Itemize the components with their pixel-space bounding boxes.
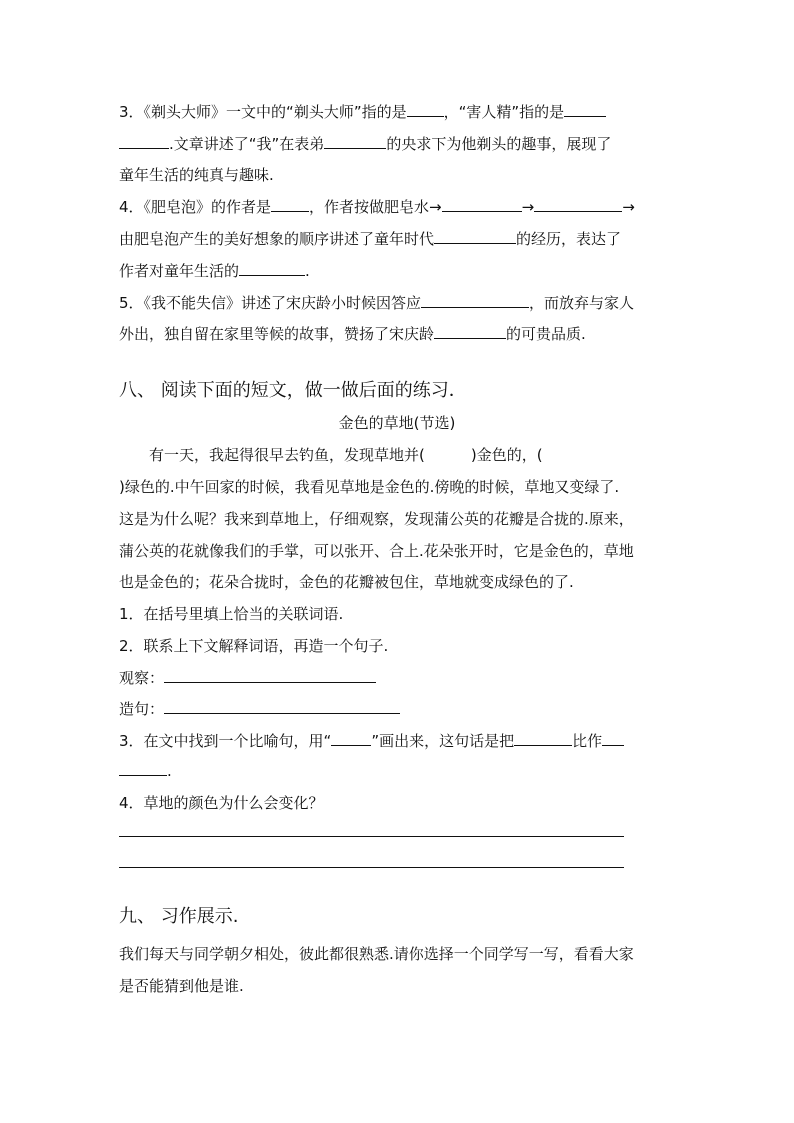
exercise-3-line-2 xyxy=(119,760,172,781)
q4-text: 作者对童年生活的 xyxy=(119,262,240,280)
q4-line-1 xyxy=(119,196,635,217)
q5-text: 5．《我不能失信》讲述了宋庆龄小时候因答应 xyxy=(119,294,422,312)
blank[interactable] xyxy=(514,730,572,746)
q4-text: . xyxy=(305,262,310,280)
q3-line-3 xyxy=(119,165,274,185)
zaoju-answer-line[interactable] xyxy=(164,698,400,714)
q5-line-2 xyxy=(119,323,586,344)
exercise-3-text: ”画出来，这句话是把 xyxy=(371,732,515,750)
exercise-1: 1．在括号里填上恰当的关联词语. xyxy=(119,605,344,623)
exercise-2: 2．联系上下文解释词语，再造一个句子. xyxy=(119,637,389,655)
passage-text: )金色的，( xyxy=(470,446,543,464)
passage-title: 金色的草地(节选) xyxy=(338,414,456,432)
exercise-3-text: . xyxy=(167,762,172,780)
q3-line-1 xyxy=(119,101,606,122)
blank[interactable] xyxy=(602,730,624,746)
zaoju-row xyxy=(119,698,400,719)
passage-line-4: 蒲公英的花就像我们的手掌，可以张开、合上.花朵张开时，它是金色的，草地 xyxy=(119,542,634,560)
q5-text: 外出，独自留在家里等候的故事，赞扬了宋庆龄 xyxy=(119,325,435,343)
passage-line-1 xyxy=(149,445,543,465)
blank[interactable] xyxy=(407,101,444,117)
blank[interactable] xyxy=(119,133,169,149)
q4-line-2 xyxy=(119,228,621,249)
q4-text: 的经历，表达了 xyxy=(516,230,622,248)
blank[interactable] xyxy=(442,196,522,212)
section-8-heading: 八、 阅读下面的短文，做一做后面的练习． xyxy=(119,380,467,401)
blank[interactable] xyxy=(271,196,309,212)
q5-text: ，而放弃与家人 xyxy=(529,294,635,312)
blank[interactable] xyxy=(434,228,516,244)
exercise-3-text: 3．在文中找到一个比喻句，用“ xyxy=(119,732,332,750)
blank[interactable] xyxy=(324,133,386,149)
q3-text: 童年生活的纯真与趣味. xyxy=(119,166,274,184)
blank[interactable] xyxy=(434,323,506,339)
arrow: → xyxy=(622,198,635,216)
q3-text: ，“害人精”指的是 xyxy=(443,103,565,121)
blank[interactable] xyxy=(534,196,622,212)
section-9-heading: 九、 习作展示. xyxy=(119,906,239,927)
section-9-line-2: 是否能猜到他是谁. xyxy=(119,977,244,995)
answer-line[interactable] xyxy=(119,867,624,868)
q3-text: 3．《剃头大师》一文中的“剃头大师”指的是 xyxy=(119,103,407,121)
blank[interactable] xyxy=(331,730,371,746)
exercise-3-text: 比作 xyxy=(572,732,603,750)
exercise-4: 4．草地的颜色为什么会变化？ xyxy=(119,794,324,812)
blank[interactable] xyxy=(421,292,529,308)
guancha-row xyxy=(119,667,376,688)
q5-text: 的可贵品质. xyxy=(506,325,586,343)
blank[interactable] xyxy=(239,260,305,276)
blank[interactable] xyxy=(119,760,167,776)
arrow: → xyxy=(521,198,535,216)
blank[interactable] xyxy=(564,101,606,117)
q3-text: 的央求下为他剃头的趣事，展现了 xyxy=(386,135,612,153)
q3-line-2 xyxy=(119,133,611,154)
q4-text: ，作者按做肥皂水→ xyxy=(309,198,442,216)
passage-text: 有一天，我起得很早去钓鱼，发现草地并( xyxy=(149,446,425,464)
q4-line-3 xyxy=(119,260,310,281)
passage-line-2: )绿色的.中午回家的时候，我看见草地是金色的.傍晚的时候，草地又变绿了. xyxy=(119,478,620,496)
passage-line-5: 也是金色的；花朵合拢时，金色的花瓣被包住，草地就变成绿色的了. xyxy=(119,573,574,591)
section-9-line-1: 我们每天与同学朝夕相处，彼此都很熟悉.请你选择一个同学写一写，看看大家 xyxy=(119,945,634,963)
q5-line-1 xyxy=(119,292,634,313)
q3-text: .文章讲述了“我”在表弟 xyxy=(169,135,325,153)
answer-line[interactable] xyxy=(119,836,624,837)
passage-line-3: 这是为什么呢？我来到草地上，仔细观察，发现蒲公英的花瓣是合拢的.原来， xyxy=(119,510,634,528)
q4-text: 4．《肥皂泡》的作者是 xyxy=(119,198,272,216)
exercise-3-line-1 xyxy=(119,730,624,751)
q4-text: 由肥皂泡产生的美好想象的顺序讲述了童年时代 xyxy=(119,230,435,248)
zaoju-label: 造句： xyxy=(119,700,165,718)
guancha-answer-line[interactable] xyxy=(164,667,376,683)
guancha-label: 观察： xyxy=(119,669,165,687)
